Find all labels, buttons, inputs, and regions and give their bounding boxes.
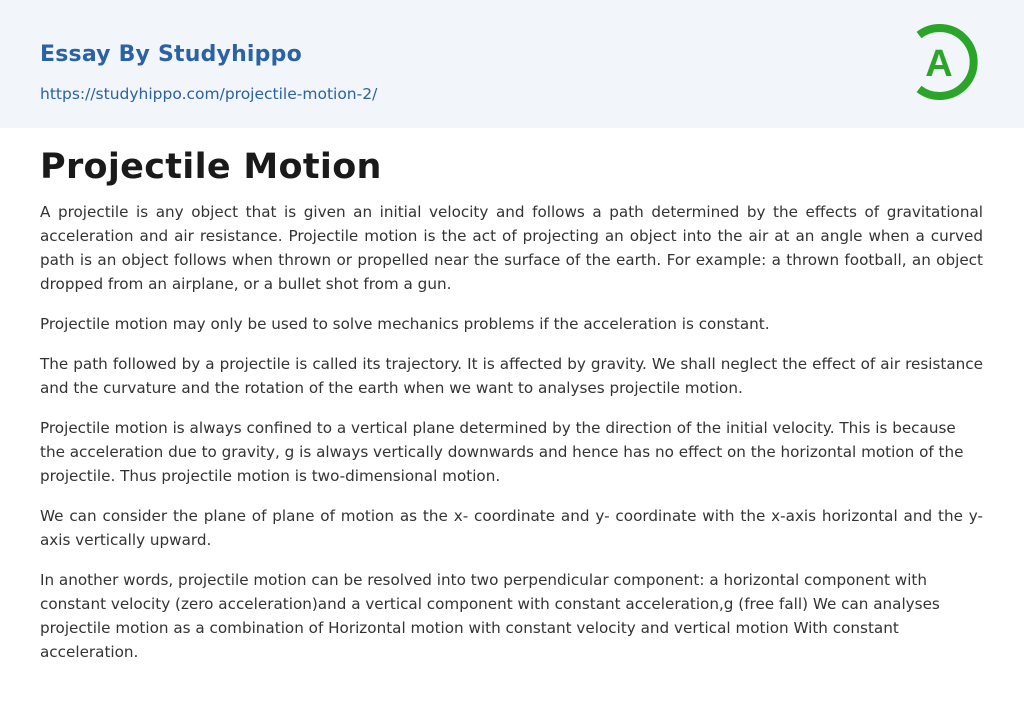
paragraph: Projectile motion is always confined to a vertical plane determined by the direction of the initial velocity. This is because the acceleration due to gravity, g is always vertically downwards and hence has no effect on the horizontal motion of the projectile. Thus projectile motion is two-dimensional motion. — [40, 419, 964, 485]
paragraph: We can consider the plane of plane of motion as the x- coordinate and y- coordinate with the x-axis horizontal and the y-axis vertically upward. — [40, 507, 983, 549]
paragraph: Projectile motion may only be used to solve mechanics problems if the acceleration is constant. — [40, 315, 770, 333]
page-title: Projectile Motion — [40, 147, 382, 187]
paragraph: The path followed by a projectile is called its trajectory. It is affected by gravity. We shall neglect the effect of air resistance and the curvature and the rotation of the earth when we want to analyses projectile motion. — [40, 355, 983, 397]
source-url-link[interactable]: https://studyhippo.com/projectile-motion-2/ — [40, 85, 378, 103]
logo-letter: A — [925, 43, 953, 85]
site-header — [0, 0, 1024, 128]
paragraph: In another words, projectile motion can be resolved into two perpendicular component: a horizontal component with constant velocity (zero acceleration)and a vertical component with constant acceleration,g (free fall) We can analyses projectile motion as a combination of Horizontal motion with constant velocity and vertical motion With constant acceleration. — [40, 571, 940, 661]
brand-title: Essay By Studyhippo — [40, 42, 302, 67]
article-body — [40, 200, 983, 680]
studyhippo-logo-icon — [906, 18, 988, 106]
paragraph: A projectile is any object that is given an initial velocity and follows a path determined by the effects of gravitational acceleration and air resistance. Projectile motion is the act of projecting an object into the air at an angle when a curved path is an object follows when thrown or propelled near the surface of the earth. For example: a thrown football, an object dropped from an airplane, or a bullet shot from a gun. — [40, 203, 983, 293]
